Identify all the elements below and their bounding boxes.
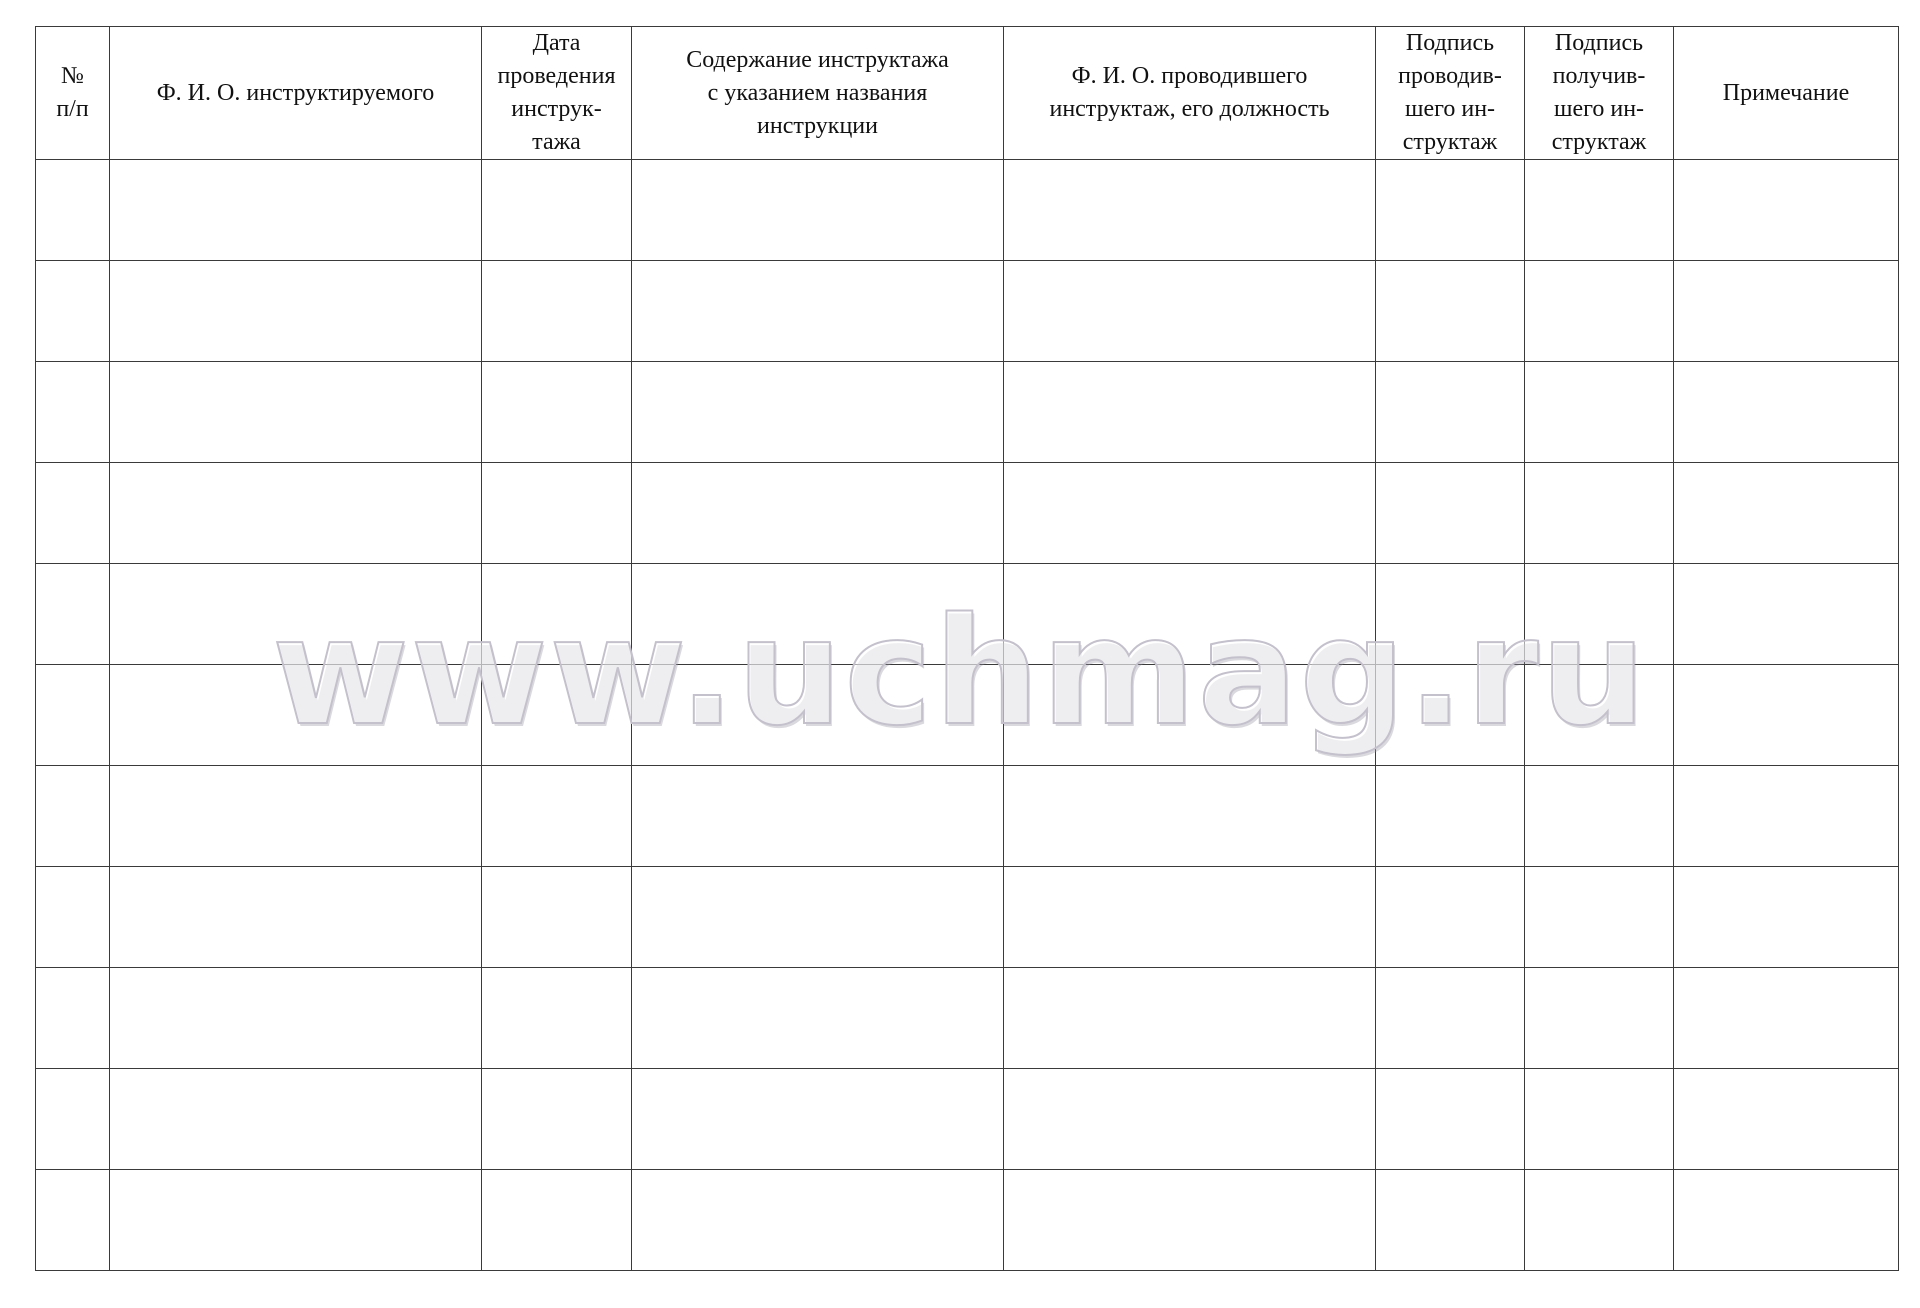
table-cell[interactable] [110,261,482,362]
table-cell[interactable] [1674,362,1899,463]
table-cell[interactable] [110,463,482,564]
instruction-log-table [35,26,1899,1271]
table-cell[interactable] [1674,766,1899,867]
table-cell[interactable] [1004,968,1376,1069]
table-cell[interactable] [1525,1069,1674,1170]
table-cell[interactable] [1525,665,1674,766]
table-cell[interactable] [1004,665,1376,766]
table-cell[interactable] [482,564,632,665]
table-cell[interactable] [1674,1069,1899,1170]
table-cell[interactable] [482,1170,632,1271]
table-cell[interactable] [110,564,482,665]
table-cell[interactable] [1525,160,1674,261]
table-cell[interactable] [1376,160,1525,261]
table-cell[interactable] [1004,362,1376,463]
table-row [36,261,1899,362]
table-cell[interactable] [482,766,632,867]
table-cell[interactable] [1004,867,1376,968]
table-cell[interactable] [1376,564,1525,665]
table-cell[interactable] [482,1069,632,1170]
table-cell[interactable] [1674,564,1899,665]
table-cell[interactable] [1376,968,1525,1069]
col-header-trainee-signature: Подпись получив- шего ин- структаж [1525,27,1674,160]
table-cell[interactable] [1004,1170,1376,1271]
table-cell[interactable] [1376,665,1525,766]
table-cell[interactable] [36,362,110,463]
col-header-trainee-name: Ф. И. О. инструктируемого [110,27,482,160]
table-cell[interactable] [1376,463,1525,564]
table-cell[interactable] [632,665,1004,766]
table-cell[interactable] [1674,261,1899,362]
table-cell[interactable] [1674,1170,1899,1271]
table-cell[interactable] [1525,1170,1674,1271]
table-row [36,362,1899,463]
table-cell[interactable] [110,1069,482,1170]
table-cell[interactable] [482,665,632,766]
table-cell[interactable] [632,1170,1004,1271]
table-row [36,968,1899,1069]
table-cell[interactable] [36,160,110,261]
table-cell[interactable] [482,867,632,968]
table-cell[interactable] [1004,1069,1376,1170]
watermark: www.uchmag.ru [272,586,1648,758]
table-cell[interactable] [1376,1069,1525,1170]
col-header-instructor: Ф. И. О. проводившего инструктаж, его должность [1004,27,1376,160]
table-cell[interactable] [1674,463,1899,564]
col-header-note: Примечание [1674,27,1899,160]
table-cell[interactable] [1525,261,1674,362]
table-cell[interactable] [1525,362,1674,463]
col-header-date: Дата проведения инструк- тажа [482,27,632,160]
col-header-content: Содержание инструктажа с указанием названия инструкции [632,27,1004,160]
header-row [36,27,1899,160]
table-cell[interactable] [632,968,1004,1069]
table-cell[interactable] [110,968,482,1069]
table-cell[interactable] [632,160,1004,261]
table-cell[interactable] [482,362,632,463]
table-cell[interactable] [36,968,110,1069]
table-cell[interactable] [36,1170,110,1271]
table-cell[interactable] [36,261,110,362]
table-cell[interactable] [632,564,1004,665]
table-cell[interactable] [110,1170,482,1271]
table-cell[interactable] [632,766,1004,867]
table-cell[interactable] [632,867,1004,968]
table-cell[interactable] [1004,463,1376,564]
table-row [36,867,1899,968]
table-cell[interactable] [1525,463,1674,564]
col-header-instructor-signature: Подпись проводив- шего ин- структаж [1376,27,1525,160]
table-row [36,766,1899,867]
table-cell[interactable] [110,766,482,867]
table-cell[interactable] [482,968,632,1069]
table-row [36,463,1899,564]
table-cell[interactable] [632,261,1004,362]
table-cell[interactable] [1525,867,1674,968]
table-row [36,665,1899,766]
table-cell[interactable] [1004,564,1376,665]
table-cell[interactable] [482,261,632,362]
table-cell[interactable] [1004,261,1376,362]
table-cell[interactable] [36,1069,110,1170]
table-cell[interactable] [1674,867,1899,968]
table-row [36,564,1899,665]
table-body [36,160,1899,1271]
table-cell[interactable] [1376,362,1525,463]
table-cell[interactable] [110,867,482,968]
table-cell[interactable] [1004,160,1376,261]
table-row [36,1170,1899,1271]
table-cell[interactable] [1674,968,1899,1069]
table-cell[interactable] [36,766,110,867]
table-row [36,160,1899,261]
table-row [36,1069,1899,1170]
table-cell[interactable] [110,665,482,766]
table-cell[interactable] [36,463,110,564]
table-cell[interactable] [110,362,482,463]
table-cell[interactable] [110,160,482,261]
table-cell[interactable] [36,665,110,766]
table-cell[interactable] [1525,564,1674,665]
table-cell[interactable] [1376,1170,1525,1271]
table-cell[interactable] [482,463,632,564]
table-cell[interactable] [632,1069,1004,1170]
table-cell[interactable] [1674,160,1899,261]
table-cell[interactable] [1376,766,1525,867]
table-cell[interactable] [1004,766,1376,867]
table-cell[interactable] [482,160,632,261]
col-header-number: № п/п [36,27,110,160]
table-cell[interactable] [1525,968,1674,1069]
table-cell[interactable] [1674,665,1899,766]
table-cell[interactable] [632,362,1004,463]
table-cell[interactable] [632,463,1004,564]
table-cell[interactable] [36,564,110,665]
table-cell[interactable] [1525,766,1674,867]
table-cell[interactable] [1376,867,1525,968]
table-cell[interactable] [36,867,110,968]
table-cell[interactable] [1376,261,1525,362]
